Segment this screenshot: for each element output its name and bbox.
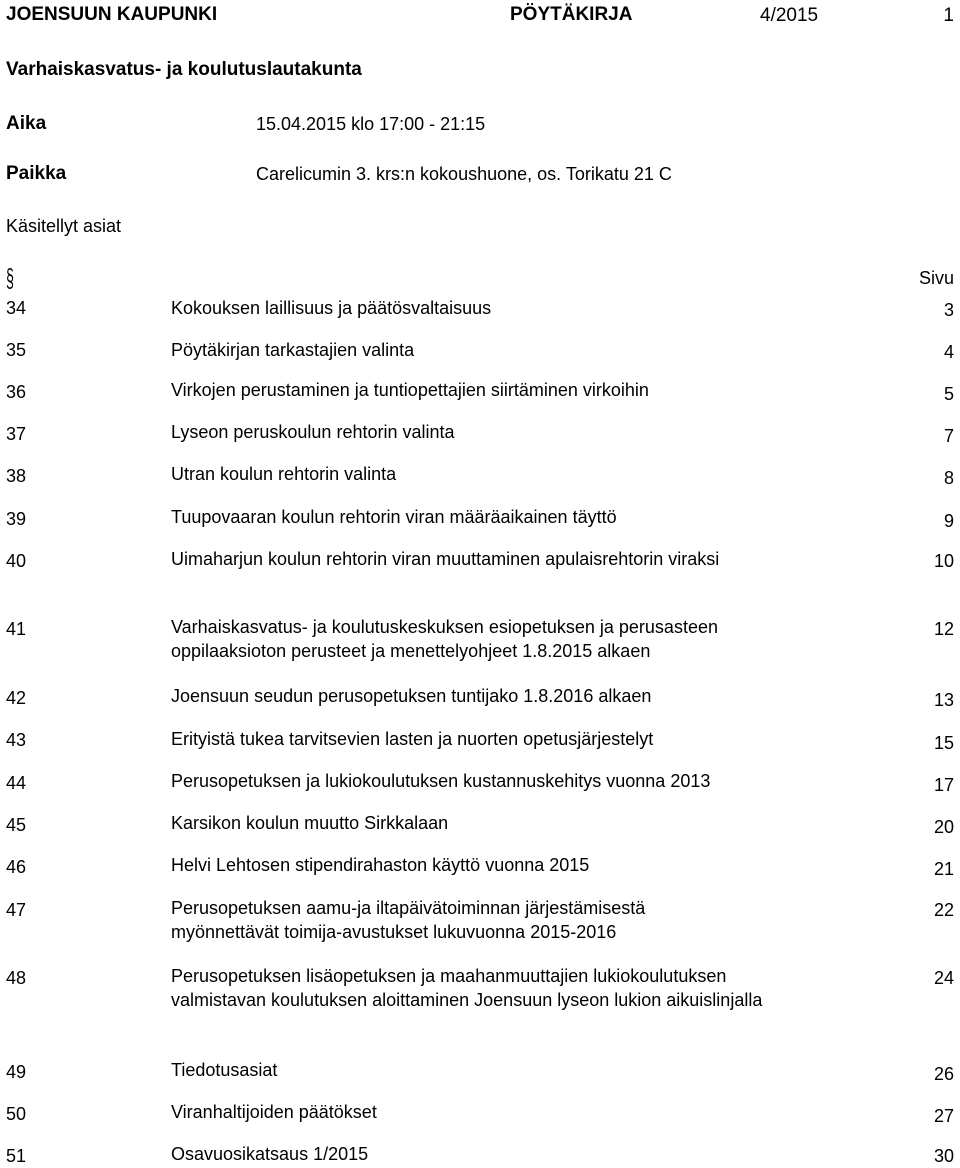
item-page: 15 <box>933 733 954 753</box>
toc-heading: Käsitellyt asiat <box>6 216 122 236</box>
item-title: Perusopetuksen ja lukiokoulutuksen kustannuskehitys vuonna 2013 <box>171 771 711 791</box>
item-title: Tiedotusasiat <box>171 1060 278 1080</box>
item-title: Osavuosikatsaus 1/2015 <box>171 1144 369 1164</box>
item-page: 24 <box>933 968 954 988</box>
time-label: Aika <box>6 113 47 134</box>
place-value: Carelicumin 3. krs:n kokoushuone, os. Torikatu 21 C <box>256 164 672 184</box>
item-number: 35 <box>6 340 27 360</box>
item-page: 27 <box>933 1106 954 1126</box>
item-page: 5 <box>943 384 954 404</box>
item-number: 49 <box>6 1062 27 1082</box>
item-page: 30 <box>933 1146 954 1166</box>
item-number: 39 <box>6 509 27 529</box>
item-title: Uimaharjun koulun rehtorin viran muuttaminen apulaisrehtorin viraksi <box>171 549 720 569</box>
time-value: 15.04.2015 klo 17:00 - 21:15 <box>256 114 486 134</box>
item-title: Virkojen perustaminen ja tuntiopettajien siirtäminen virkoihin <box>171 380 649 400</box>
item-page: 3 <box>943 300 954 320</box>
item-page: 8 <box>943 468 954 488</box>
page-column-heading: Sivu <box>918 268 954 288</box>
item-number: 41 <box>6 619 27 639</box>
section-symbol: § <box>6 263 14 293</box>
item-title: Perusopetuksen lisäopetuksen ja maahanmuuttajien lukiokoulutuksen valmistavan koulutuksen aloittaminen Joensuun lyseon lukion aikuislinjalla <box>171 966 763 1010</box>
item-number: 50 <box>6 1104 27 1124</box>
item-page: 13 <box>933 690 954 710</box>
item-title: Helvi Lehtosen stipendirahaston käyttö vuonna 2015 <box>171 855 590 875</box>
item-page: 10 <box>933 551 954 571</box>
item-page: 26 <box>933 1064 954 1084</box>
document-number: 4/2015 <box>760 5 819 26</box>
document-type: PÖYTÄKIRJA <box>510 4 633 25</box>
item-number: 46 <box>6 857 27 877</box>
item-page: 9 <box>943 511 954 531</box>
place-label: Paikka <box>6 163 67 184</box>
item-number: 44 <box>6 773 27 793</box>
item-number: 45 <box>6 815 27 835</box>
item-number: 42 <box>6 688 27 708</box>
item-page: 17 <box>933 775 954 795</box>
item-page: 22 <box>933 900 954 920</box>
item-title: Varhaiskasvatus- ja koulutuskeskuksen esiopetuksen ja perusasteen oppilaaksioton perusteet ja menettelyohjeet 1.8.2015 alkaen <box>171 617 718 661</box>
item-number: 47 <box>6 900 27 920</box>
item-number: 34 <box>6 298 27 318</box>
item-title: Viranhaltijoiden päätökset <box>171 1102 377 1122</box>
item-number: 37 <box>6 424 27 444</box>
item-number: 43 <box>6 730 27 750</box>
item-number: 38 <box>6 466 27 486</box>
item-title: Lyseon peruskoulun rehtorin valinta <box>171 422 455 442</box>
page-number: 1 <box>943 5 954 26</box>
item-page: 7 <box>943 426 954 446</box>
item-title: Utran koulun rehtorin valinta <box>171 464 397 484</box>
board-name: Varhaiskasvatus- ja koulutuslautakunta <box>6 59 362 80</box>
item-page: 21 <box>933 859 954 879</box>
item-page: 20 <box>933 817 954 837</box>
item-title: Perusopetuksen aamu-ja iltapäivätoiminnan järjestämisestä myönnettävät toimija-avustukset lukuvuonna 2015-2016 <box>171 898 646 942</box>
item-title: Joensuun seudun perusopetuksen tuntijako 1.8.2016 alkaen <box>171 686 652 706</box>
item-title: Kokouksen laillisuus ja päätösvaltaisuus <box>171 298 492 318</box>
item-title: Erityistä tukea tarvitsevien lasten ja nuorten opetusjärjestelyt <box>171 729 654 749</box>
item-number: 51 <box>6 1146 27 1166</box>
item-number: 40 <box>6 551 27 571</box>
city-name: JOENSUUN KAUPUNKI <box>6 4 218 25</box>
item-title: Karsikon koulun muutto Sirkkalaan <box>171 813 449 833</box>
item-title: Pöytäkirjan tarkastajien valinta <box>171 340 415 360</box>
item-page: 12 <box>933 619 954 639</box>
item-number: 48 <box>6 968 27 988</box>
item-page: 4 <box>943 342 954 362</box>
item-title: Tuupovaaran koulun rehtorin viran määräaikainen täyttö <box>171 507 617 527</box>
item-number: 36 <box>6 382 27 402</box>
